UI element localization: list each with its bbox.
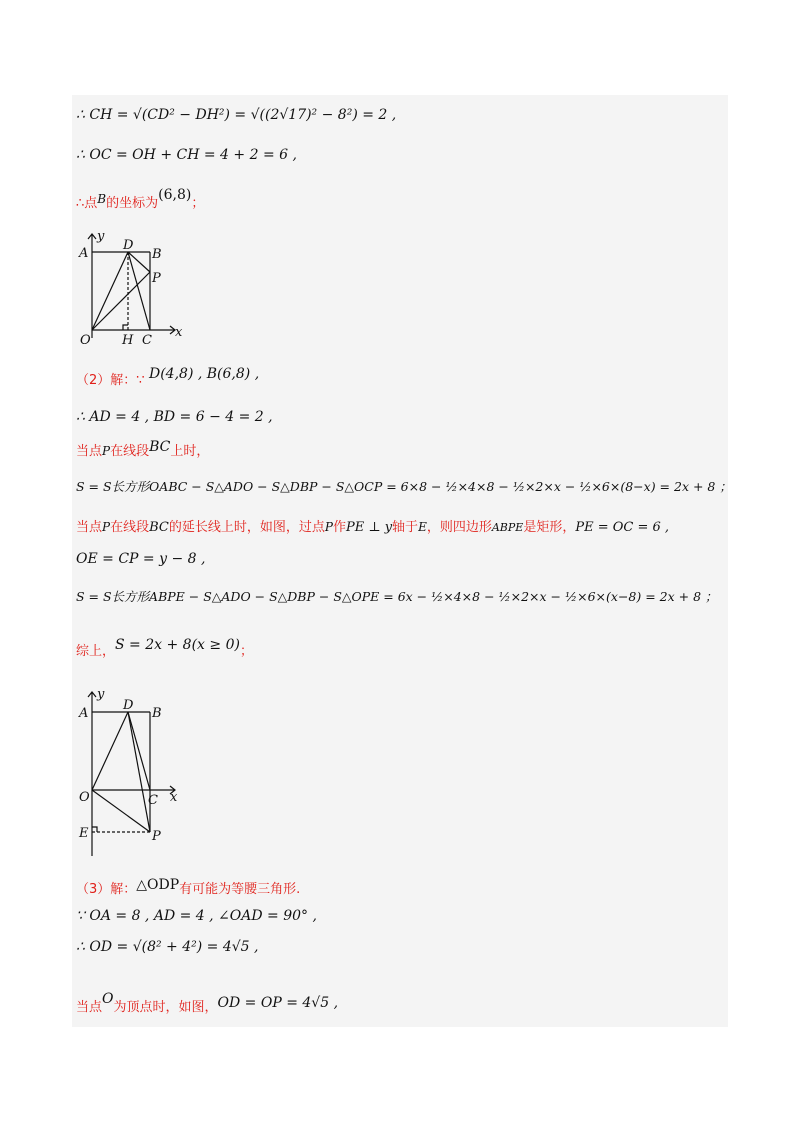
text-therefore-point: ∴点 bbox=[76, 196, 98, 211]
ad-bd-equation: ∴ AD = 4 , BD = 6 − 4 = 2 , bbox=[76, 409, 273, 425]
line-summary bbox=[76, 636, 253, 661]
label-y: y bbox=[97, 687, 105, 702]
pe-oc-equation: PE = OC = 6 , bbox=[575, 520, 670, 535]
var-p-3: P bbox=[324, 520, 333, 534]
label-h: H bbox=[122, 333, 134, 348]
line-oc bbox=[76, 146, 297, 164]
segment-od bbox=[92, 252, 128, 330]
oe-cp-equation: OE = CP = y − 8 , bbox=[76, 551, 206, 567]
text-make: 作 bbox=[332, 520, 346, 535]
line-part2-head bbox=[76, 365, 259, 390]
line-ch bbox=[76, 106, 396, 124]
label-p: P bbox=[152, 829, 161, 844]
line-case2 bbox=[76, 518, 669, 537]
text-when-point-3: 当点 bbox=[76, 1000, 103, 1015]
label-c: C bbox=[148, 793, 158, 808]
triangle-odp: △ODP bbox=[136, 877, 180, 893]
var-bc: BC bbox=[149, 439, 171, 455]
text-semicolon-2: ； bbox=[239, 644, 253, 659]
text-coordinate-is: 的坐标为 bbox=[106, 196, 159, 211]
part3-label: （3）解： bbox=[76, 882, 137, 897]
label-x: x bbox=[175, 325, 183, 340]
label-a: A bbox=[79, 246, 89, 261]
ch-equation: ∴ CH = √(CD² − DH²) = √((2√17)² − 8²) = 2 , bbox=[76, 107, 397, 123]
segment-dc bbox=[128, 712, 150, 790]
var-abpe: ABPE bbox=[491, 521, 524, 534]
var-p-2: P bbox=[102, 520, 111, 534]
var-p: P bbox=[102, 444, 111, 458]
line-b-coordinate bbox=[76, 186, 204, 213]
line-case1 bbox=[76, 438, 209, 461]
line-vertex-o bbox=[76, 990, 338, 1017]
var-o: O bbox=[102, 991, 114, 1007]
var-bc-2: BC bbox=[149, 520, 169, 535]
oc-equation: ∴ OC = OH + CH = 4 + 2 = 6 , bbox=[76, 147, 297, 163]
right-angle-mark bbox=[123, 325, 128, 330]
segment-dp bbox=[128, 712, 150, 832]
text-on-time: 上时， bbox=[170, 444, 210, 459]
label-y: y bbox=[97, 229, 105, 244]
text-when-point: 当点 bbox=[76, 444, 103, 459]
area-case2-equation: S = S长方形ABPE − S△ADO − S△DBP − S△OPE = 6x − ½×4×8 − ½×2×x − ½×6×(x−8) = 2x + 8 ； bbox=[76, 589, 718, 604]
label-o: O bbox=[79, 790, 90, 805]
text-in-summary: 综上， bbox=[76, 644, 116, 659]
label-c: C bbox=[142, 333, 152, 348]
label-x: x bbox=[170, 790, 178, 805]
given-equation: ∵ OA = 8 , AD = 4 , ∠OAD = 90° , bbox=[76, 908, 317, 924]
figure-1-diagram bbox=[70, 228, 190, 348]
var-b: B bbox=[97, 192, 107, 206]
label-d: D bbox=[123, 238, 134, 253]
line-area-case1 bbox=[76, 478, 732, 496]
var-pe-perp-y: PE ⊥ y bbox=[345, 520, 393, 535]
figure-2-diagram bbox=[70, 686, 190, 858]
od-equation: ∴ OD = √(8² + 4²) = 4√5 , bbox=[76, 939, 259, 955]
var-e: E bbox=[418, 520, 427, 534]
text-is-rectangle: 是矩形， bbox=[523, 520, 576, 535]
od-op-equation: OD = OP = 4√5 , bbox=[217, 995, 339, 1011]
label-b: B bbox=[152, 706, 162, 721]
area-case1-equation: S = S长方形OABC − S△ADO − S△DBP − S△OCP = 6×8 − ½×4×8 − ½×2×x − ½×6×(8−x) = 2x + 8 ； bbox=[76, 479, 732, 494]
label-d: D bbox=[123, 698, 134, 713]
text-on-segment-2: 在线段 bbox=[110, 520, 150, 535]
part3-tail: 有可能为等腰三角形. bbox=[179, 882, 301, 897]
line-given bbox=[76, 907, 317, 925]
line-part3-head bbox=[76, 876, 300, 899]
text-when-point-2: 当点 bbox=[76, 520, 103, 535]
part2-points: D(4,8) , B(6,8) , bbox=[149, 366, 260, 382]
text-semicolon: ； bbox=[191, 196, 205, 211]
label-a: A bbox=[79, 706, 89, 721]
segment-op bbox=[92, 790, 150, 832]
text-quadrilateral: ，则四边形 bbox=[426, 520, 492, 535]
label-o: O bbox=[80, 333, 91, 348]
label-p: P bbox=[152, 271, 161, 286]
line-ad-bd bbox=[76, 408, 273, 426]
line-od bbox=[76, 938, 258, 956]
right-angle-mark bbox=[92, 827, 97, 832]
text-on-segment: 在线段 bbox=[110, 444, 150, 459]
summary-equation: S = 2x + 8(x ≥ 0) bbox=[115, 637, 240, 653]
label-b: B bbox=[152, 247, 162, 262]
line-area-case2 bbox=[76, 588, 718, 606]
segment-od bbox=[92, 712, 128, 790]
text-is-vertex: 为顶点时，如图， bbox=[113, 1000, 218, 1015]
line-oe-cp bbox=[76, 550, 205, 568]
coord-b: (6,8) bbox=[158, 187, 192, 203]
part2-label: （2）解：∵ bbox=[76, 373, 145, 388]
text-extension: 的延长线上时，如图，过点 bbox=[168, 520, 325, 535]
text-axis-at: 轴于 bbox=[392, 520, 419, 535]
label-e: E bbox=[79, 826, 89, 841]
